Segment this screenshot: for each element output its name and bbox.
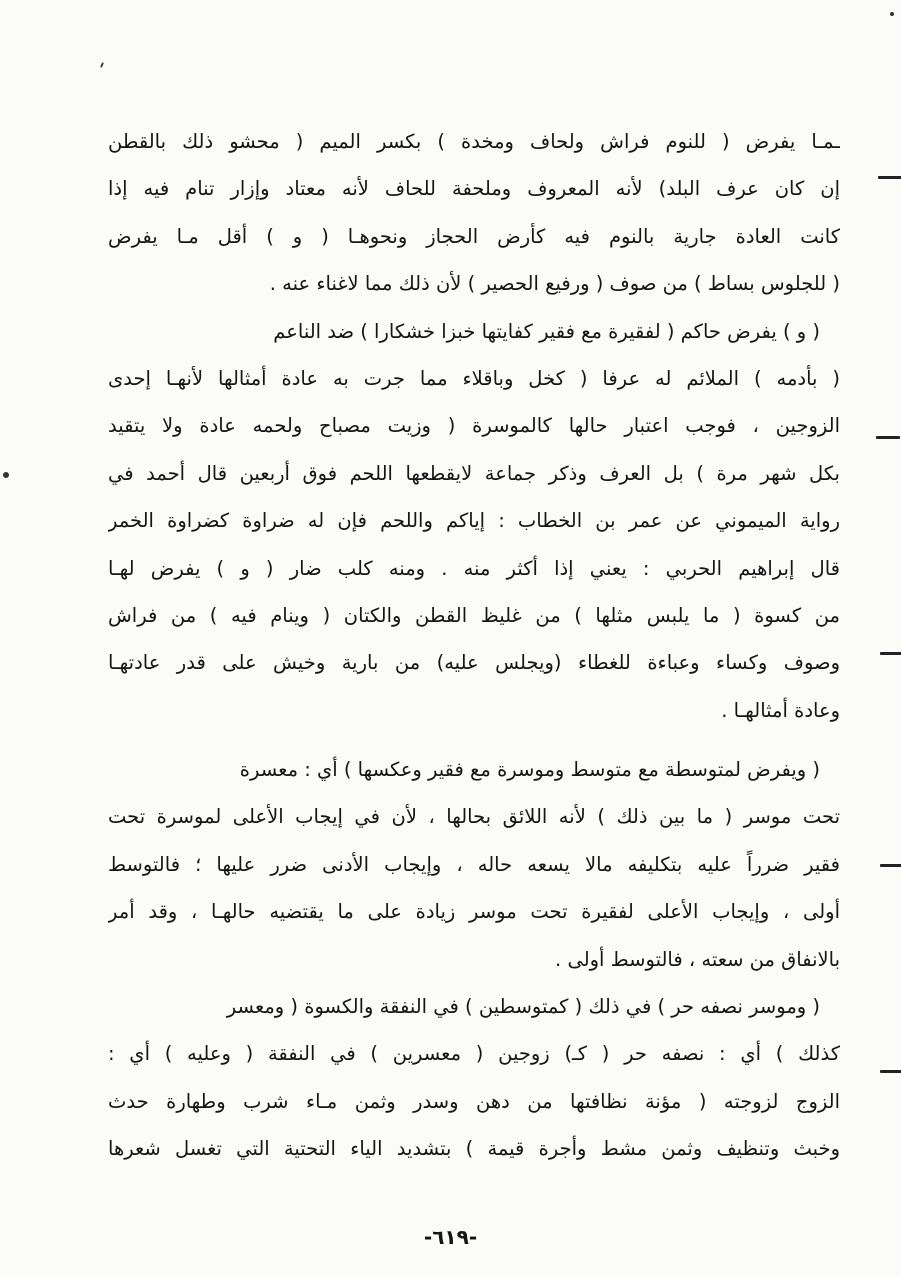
- text-line: ( و ) يفرض حاكم ( لفقيرة مع فقير كفايتها خبزا خشكارا ) ضد الناعم: [273, 319, 820, 343]
- text-line: بالانفاق من سعته ، فالتوسط أولى .: [555, 947, 840, 971]
- margin-mark: [878, 176, 901, 179]
- text-line: وخبث وتنظيف وثمن مشط وأجرة قيمة ) بتشديد الياء التحتية التي تغسل شعرها: [108, 1137, 840, 1161]
- margin-mark: [876, 436, 900, 439]
- margin-mark: [880, 652, 901, 655]
- text-line: ( بأدمه ) الملائم له عرفا ( كخل وباقلاء مما جرت به عادة أمثالها لأنهـا إحدى: [108, 366, 840, 390]
- text-line: كذلك ) أي : نصفه حر ( كـ) زوجين ( معسرين ) في النفقة ( وعليه ) أي :: [108, 1042, 840, 1066]
- text-line: وعادة أمثالهـا .: [721, 698, 840, 722]
- text-line: كانت العادة جارية بالنوم فيه كأرض الحجاز ونحوهـا ( و ) أقل مـا يفرض: [108, 224, 840, 248]
- text-line: فقير ضرراً عليه بتكليفه مالا يسعه حاله ، وإيجاب الأدنى ضرر عليها ؛ فالتوسط: [108, 852, 840, 876]
- scan-speck: [3, 472, 9, 478]
- text-line: ( للجلوس بساط ) من صوف ( ورفيع الحصير ) لأن ذلك مما لاغناء عنه .: [269, 272, 840, 296]
- text-line: وصوف وكساء وعباءة للغطاء (ويجلس عليه) من بارية وخيش على قدر عادتهـا: [108, 651, 840, 675]
- text-line: إن كان عرف البلد) لأنه المعروف وملحفة للحاف لأنه معتاد وإزار تنام فيه إذا: [108, 177, 840, 201]
- text-line: بكل شهر مرة ) بل العرف وذكر جماعة لايقطعها اللحم فوق أربعين قال أحمد في: [108, 461, 840, 485]
- paragraph: [108, 746, 840, 983]
- text-line: رواية الميموني عن عمر بن الخطاب : إياكم واللحم فإن له ضراوة كضراوة الخمر: [108, 509, 840, 533]
- text-line: أولى ، وإيجاب الأعلى لفقيرة تحت موسر زيادة على ما يقتضيه حالهـا ، وقد أمر: [108, 900, 840, 924]
- text-line: ( وموسر نصفه حر ) في ذلك ( كمتوسطين ) في النفقة والكسوة ( ومعسر: [226, 995, 820, 1019]
- text-line: الزوج لزوجته ( مؤنة نظافتها من دهن وسدر وثمن مـاء شرب وطهارة حدث: [108, 1089, 840, 1113]
- margin-mark: [880, 1070, 901, 1073]
- paragraph: [108, 308, 840, 735]
- scan-speck: [890, 12, 894, 16]
- body-text: [108, 118, 840, 1173]
- text-line: من كسوة ( ما يلبس مثلها ) من غليظ القطن والكتان ( وينام فيه ) من فراش: [108, 603, 840, 627]
- text-line: قال إبراهيم الحربي : يعني إذا أكثر منه . ومنه كلب ضار ( و ) يفرض لهـا: [108, 556, 840, 580]
- paragraph: [108, 983, 840, 1173]
- paragraph: [108, 118, 840, 308]
- text-line: ـمـا يفرض ( للنوم فراش ولحاف ومخدة ) بكسر الميم ( محشو ذلك بالقطن: [108, 130, 840, 153]
- text-line: الزوجين ، فوجب اعتبار حالها كالموسرة ( وزيت مصباح ولحمه عادة ولا يتقيد: [108, 414, 840, 438]
- margin-mark: [880, 864, 901, 867]
- text-line: ( ويفرض لمتوسطة مع متوسط وموسرة مع فقير وعكسها ) أي : معسرة: [239, 758, 820, 782]
- page-number: -٦١٩-: [423, 1225, 478, 1249]
- text-line: تحت موسر ( ما بين ذلك ) لأنه اللائق بحالها ، لأن في إيجاب الأعلى لموسرة تحت: [108, 805, 840, 829]
- scan-speck: [100, 62, 104, 68]
